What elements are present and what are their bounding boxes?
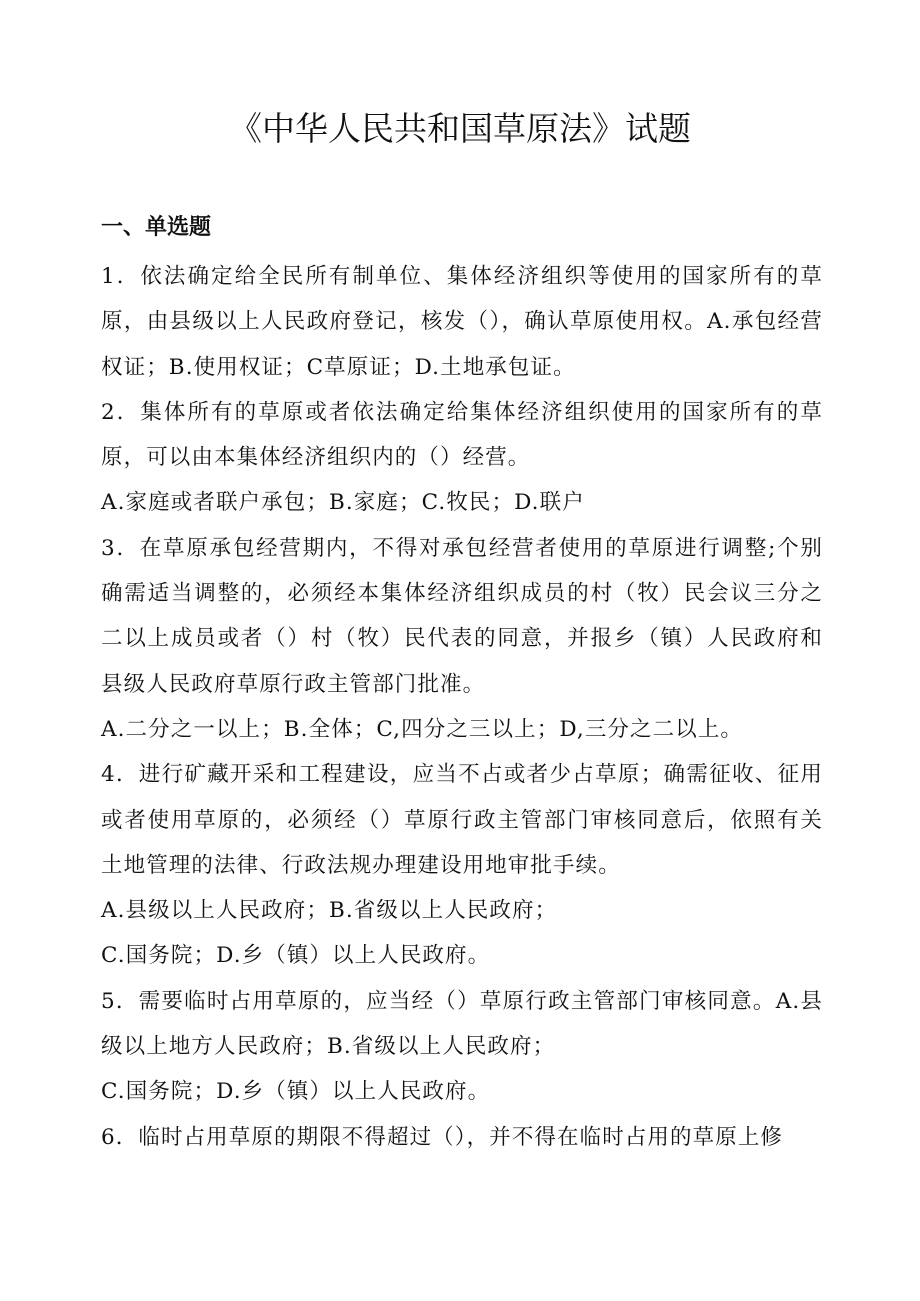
question-5-options-cd: C.国务院；D.乡（镇）以上人民政府。	[101, 1079, 491, 1105]
document-title: 《中华人民共和国草原法》试题	[229, 109, 691, 148]
question-5: 5．需要临时占用草原的，应当经（）草原行政主管部门审核同意。A.县级以上地方人民政府；B.省级以上人民政府；	[101, 988, 823, 1060]
question-3-options: A.二分之一以上；B.全体；C,四分之三以上；D,三分之二以上。	[101, 716, 744, 742]
question-6: 6．临时占用草原的期限不得超过（），并不得在临时占用的草原上修	[101, 1124, 784, 1150]
section-heading-single-choice: 一、单选题	[101, 215, 212, 240]
question-2: 2．集体所有的草原或者依法确定给集体经济组织使用的国家所有的草原，可以由本集体经济组织内的（）经营。	[101, 399, 823, 471]
question-2-options: A.家庭或者联户承包；B.家庭；C.牧民；D.联户	[101, 490, 585, 516]
question-4: 4．进行矿藏开采和工程建设，应当不占或者少占草原；确需征收、征用或者使用草原的，必须经（）草原行政主管部门审核同意后，依照有关土地管理的法律、行政法规办理建设用地审批手续。	[101, 762, 823, 878]
question-4-options-cd: C.国务院；D.乡（镇）以上人民政府。	[101, 943, 491, 969]
question-list	[101, 254, 823, 1160]
question-4-options-ab: A.县级以上人民政府；B.省级以上人民政府；	[101, 898, 558, 924]
question-3: 3．在草原承包经营期内，不得对承包经营者使用的草原进行调整;个别确需适当调整的，必须经本集体经济组织成员的村（牧）民会议三分之二以上成员或者（）村（牧）民代表的同意，并报乡（镇）人民政府和县级人民政府草原行政主管部门批准。	[101, 535, 823, 697]
question-1: 1．依法确定给全民所有制单位、集体经济组织等使用的国家所有的草原，由县级以上人民政府登记，核发（），确认草原使用权。A.承包经营权证；B.使用权证；C草原证；D.土地承包证。	[101, 264, 823, 380]
